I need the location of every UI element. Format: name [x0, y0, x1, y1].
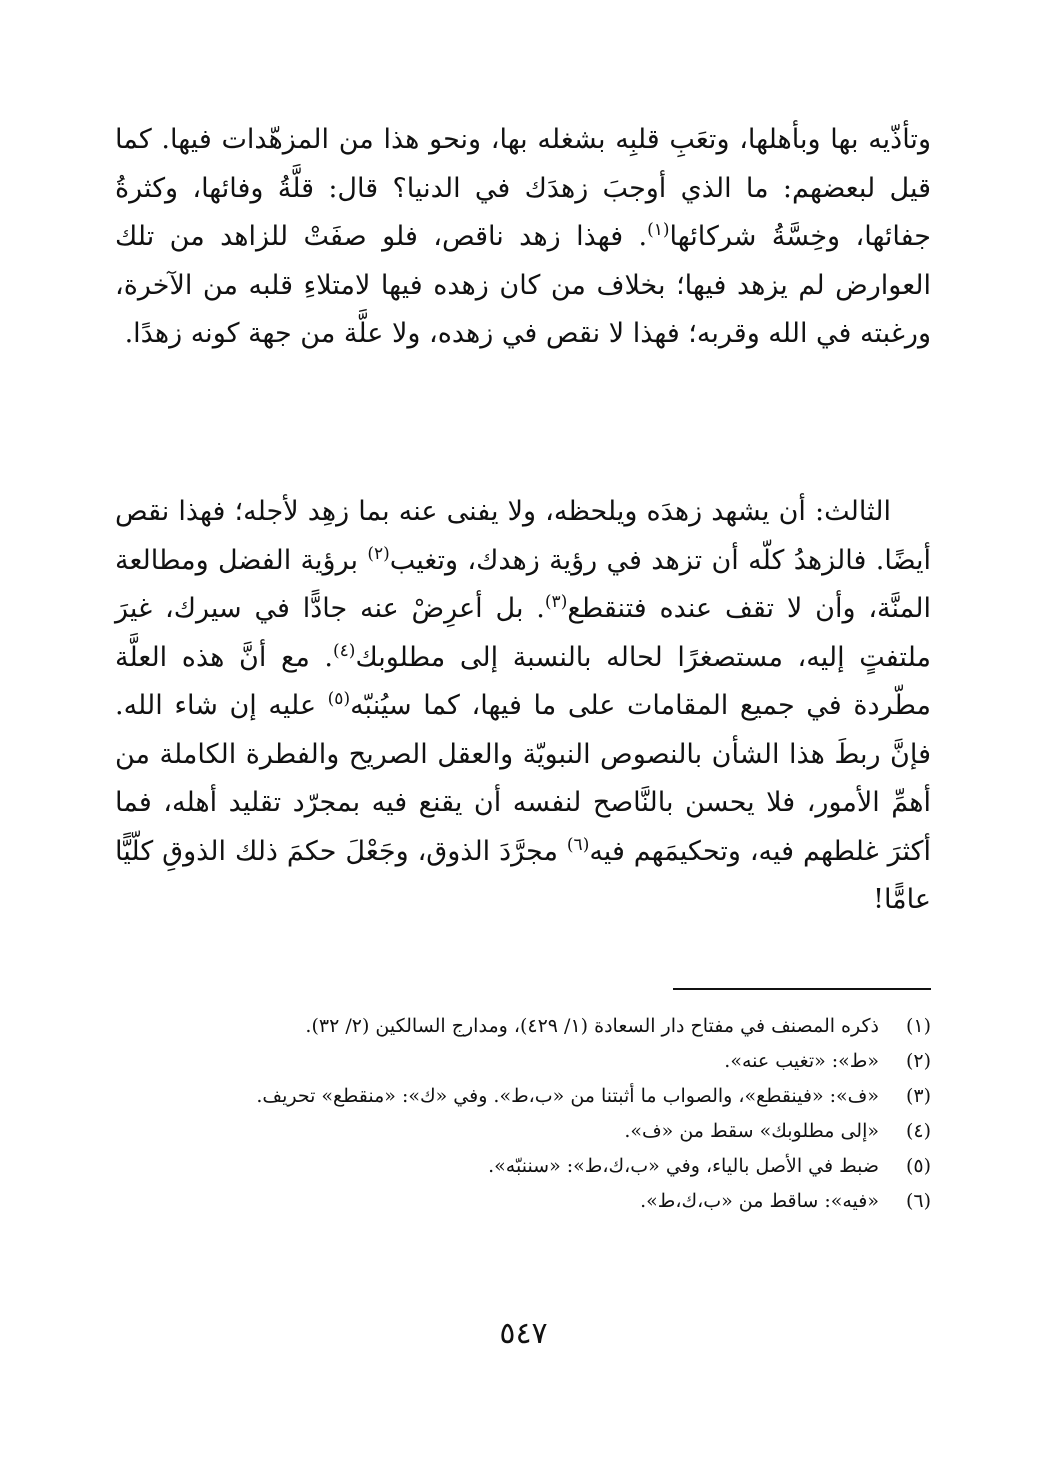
paragraph-2-part-6: مجرَّدَ الذوق، وجَعْلَ حكمَ ذلك الذوقِ كلّيًّا عامًّا!: [115, 835, 931, 915]
paragraph-2-part-5: عليه إن شاء الله. فإنَّ ربطَ هذا الشأن بالنصوص النبويّة والعقل الصريح والفطرة الكاملة من أهمِّ الأمور، فلا يحسن بالنَّاصح لنفسه أن يقنع فيه بمجرّد تقليد أهله، فما أكثرَ غلطهم فيه، وتحكيمَهم فيه: [115, 690, 931, 867]
footnote-separator: [673, 988, 931, 990]
footnote-ref-1: (١): [647, 220, 670, 240]
footnote-number: (٤): [905, 1120, 931, 1142]
footnote-text: «ط»: «تغيب عنه».: [724, 1050, 879, 1072]
page-number: ٥٤٧: [499, 1316, 548, 1351]
paragraph-2-part-1: الثالث: أن يشهد زهدَه ويلحظه، ولا يفنى عنه بما زهِد لأجله؛ فهذا نقص أيضًا. فالزهدُ كلّه أن تزهد في رؤية زهدك، وتغيب: [115, 496, 932, 576]
paragraph-1-part-1: وتأذّيه بها وبأهلها، وتعَبِ قلبِه بشغله بها، ونحو هذا من المزهّدات فيها. كما قيل لبعضهم: ما الذي أوجبَ زهدَك في الدنيا؟ قال: قلَّةُ وفائها، وكثرةُ جفائها، وخِسَّةُ شركائها: [115, 124, 931, 252]
footnote-text: ضبط في الأصل بالياء، وفي «ب،ك،ط»: «سننبّه».: [488, 1155, 879, 1177]
footnote-number: (٥): [905, 1155, 931, 1177]
footnote-number: (١): [905, 1015, 931, 1037]
footnote-4: [115, 1115, 931, 1147]
footnote-3: [115, 1080, 931, 1112]
footnote-2: [115, 1045, 931, 1077]
footnote-ref-4: (٤): [333, 640, 356, 661]
footnote-number: (٢): [905, 1050, 931, 1072]
footnote-ref-5: (٥): [327, 689, 351, 709]
footnote-ref-6: (٦): [566, 834, 590, 855]
paragraph-2: [115, 488, 931, 925]
footnote-ref-3: (٣): [544, 592, 568, 612]
footnote-number: (٣): [905, 1085, 931, 1107]
paragraph-1-part-2: . فهذا زهد ناقص، فلو صفَتْ للزاهد من تلك العوارض لم يزهد فيها؛ بخلاف من كان زهده فيها لامتلاءِ قلبه من الآخرة، ورغبته في الله وقربه؛ فهذا لا نقص في زهده، ولا علَّة من جهة كونه زهدًا.: [115, 221, 931, 349]
paragraph-2-part-4: . مع أنَّ هذه العلَّة مطّردة في جميع المقامات على ما فيها، كما سيُنبّه: [115, 641, 931, 721]
footnote-6: [115, 1185, 931, 1217]
footnote-text: «فيه»: ساقط من «ب،ك،ط».: [640, 1190, 879, 1212]
paragraph-2-part-3: . بل أعرِضْ عنه جادًّا في سيرك، غيرَ ملتفتٍ إليه، مستصغرًا لحاله بالنسبة إلى مطلوبك: [115, 593, 931, 673]
footnote-1: [115, 1010, 931, 1042]
paragraph-1-text: [115, 116, 931, 359]
footnote-text: ذكره المصنف في مفتاح دار السعادة (١/ ٤٢٩)، ومدارج السالكين (٢/ ٣٢).: [305, 1015, 879, 1037]
footnote-ref-2: (٢): [367, 543, 390, 564]
paragraph-2-text: [115, 488, 931, 925]
paragraph-2-part-2: برؤية الفضل ومطالعة المنَّة، وأن لا تقف عنده فتنقطع: [115, 544, 931, 624]
footnote-5: [115, 1150, 931, 1182]
footnote-number: (٦): [905, 1190, 931, 1212]
footnote-text: «إلى مطلوبك» سقط من «ف».: [624, 1120, 879, 1142]
footnotes: [115, 1010, 931, 1220]
footnote-text: «ف»: «فينقطع»، والصواب ما أثبتنا من «ب،ط». وفي «ك»: «منقطع» تحريف.: [256, 1085, 879, 1107]
paragraph-1: [115, 116, 931, 359]
